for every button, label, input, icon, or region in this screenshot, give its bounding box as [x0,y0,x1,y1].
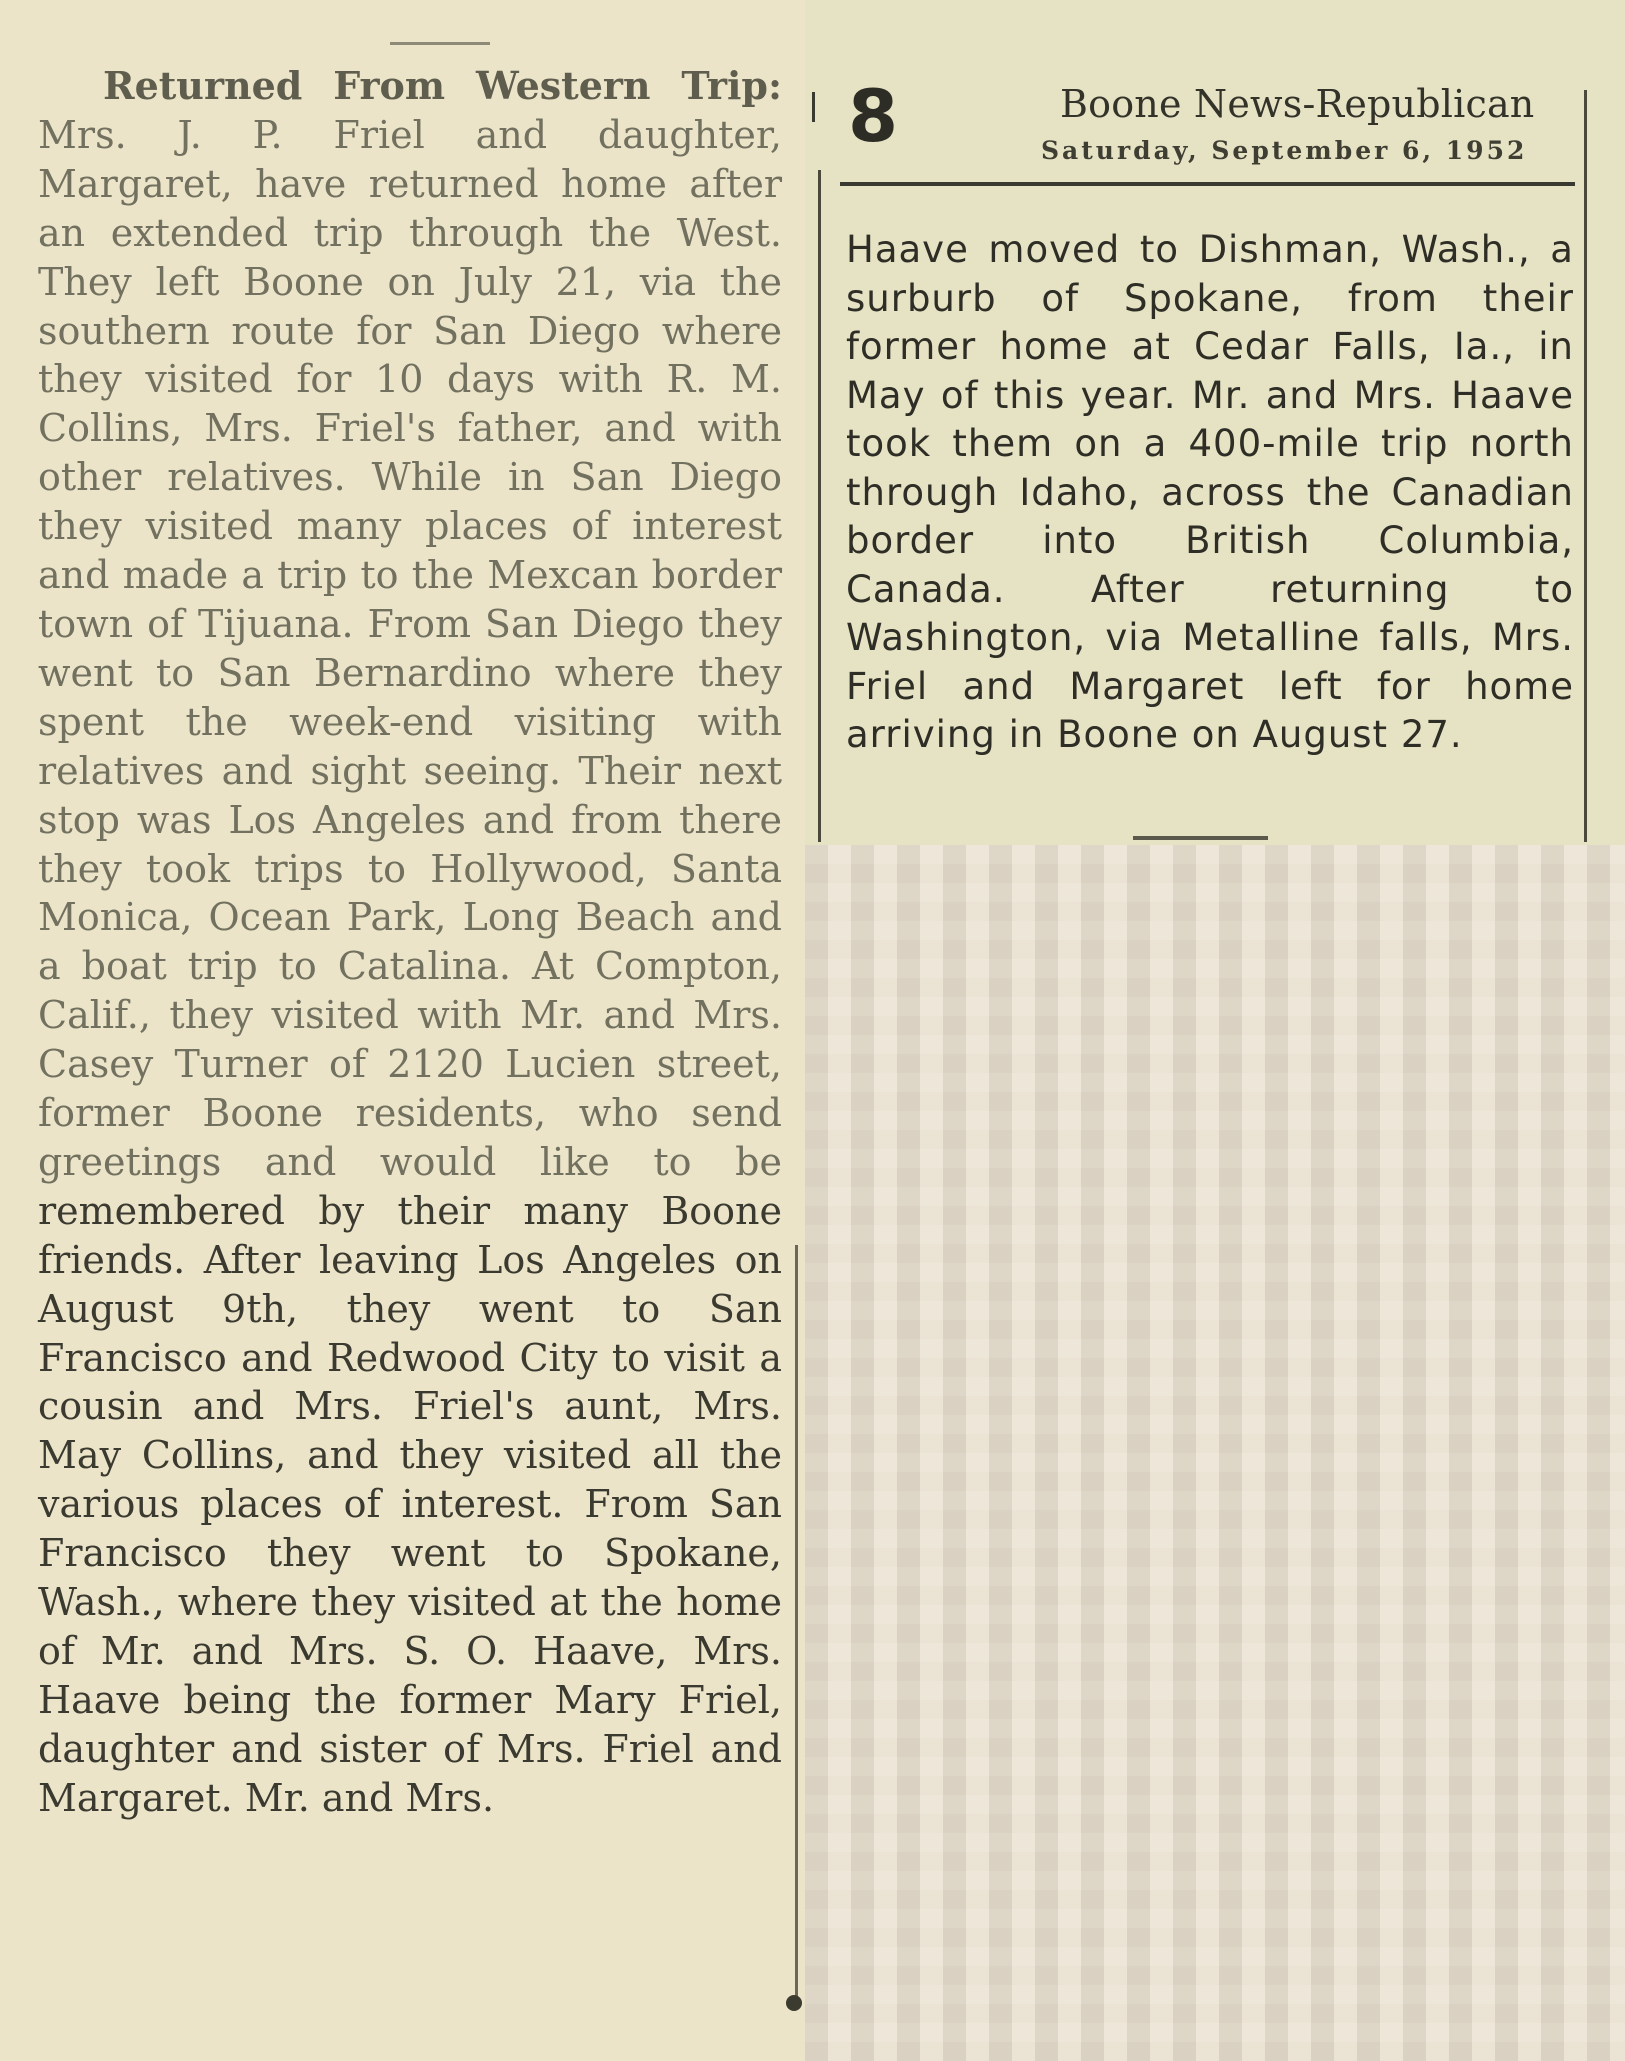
header-rule [840,182,1575,186]
margin-tick [812,92,815,122]
right-article: Haave moved to Dishman, Wash., a surburb of Spokane, from their former home at Cedar Falls, Ia., in May of this year. Mr. and Mrs. Haave took them on a 400-mile trip north through Idaho, across the Canadian border into British Columbia, Canada. After returning to Washington, via Metalline falls, Mrs. Friel and Margaret left for home arriving in Boone on August 27. [846,228,1574,756]
column-top-rule [390,42,490,45]
article-body-faded: Mrs. J. P. Friel and daughter, Margaret, have returned home after an extended trip through the West. They left Boone on July 21, via the southern route for San Diego where they visited for 10 days with R. M. Collins, Mrs. Friel's father, and with other relatives. While in San Diego they visited many places of interest and made a trip to the Mexcan border town of Tijuana. From San Diego they went to San Bernardino where they spent the week-end visiting with relatives and sight seeing. Their next stop was Los Angeles and from there they took trips to Hollywood, Santa Monica, Ocean Park, Long Beach and a boat trip to Catalina. At Compton, Calif., they visited with Mr. and Mrs. Casey Turner of 2120 Lucien street, former Boone residents, who send greetings and would like to be [38,112,782,1184]
left-article [38,62,782,1823]
pixelated-redaction [805,845,1625,2061]
article-end-rule [1133,836,1268,840]
left-column [0,0,805,2061]
right-frame-line [1584,90,1587,842]
article-headline: Returned From Western Trip: [103,63,782,108]
left-frame-line [818,170,821,842]
paper-name: Boone News-Republican [1060,82,1535,126]
column-divider [795,1245,798,2005]
column-end-mark [786,1995,802,2011]
page-number: 8 [848,74,899,158]
paper-date: Saturday, September 6, 1952 [1041,136,1528,165]
article-body-dark: remembered by their many Boone friends. After leaving Los Angeles on August 9th, they went to San Francisco and Redwood City to visit a cousin and Mrs. Friel's aunt, Mrs. May Collins, and they visited all the various places of interest. From San Francisco they went to Spokane, Wash., where they visited at the home of Mr. and Mrs. S. O. Haave, Mrs. Haave being the former Mary Friel, daughter and sister of Mrs. Friel and Margaret. Mr. and Mrs. [38,1188,782,1820]
